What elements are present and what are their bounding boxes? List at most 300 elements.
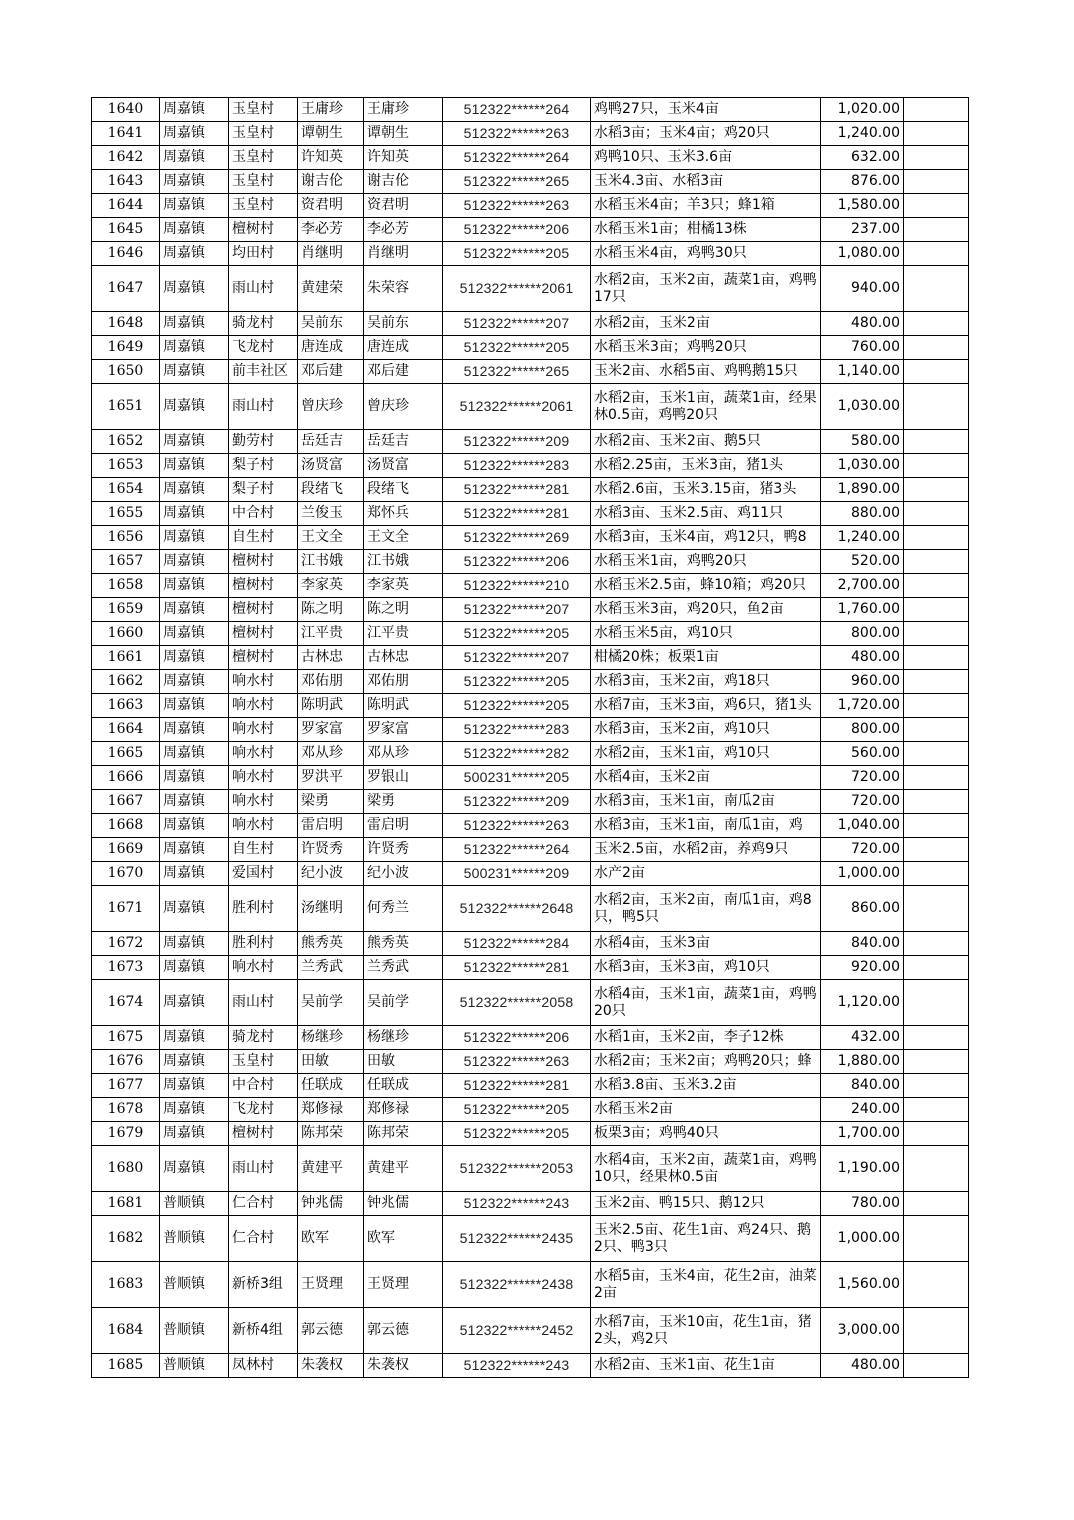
town-cell: 周嘉镇 <box>160 598 229 622</box>
village-cell: 勤劳村 <box>229 430 298 454</box>
id-number-cell: 512322******281 <box>443 956 591 980</box>
applicant-name-cell: 江书娥 <box>298 550 364 574</box>
description-cell: 水稻3.8亩、玉米3.2亩 <box>591 1074 821 1098</box>
row-number: 1667 <box>92 790 160 814</box>
description-cell: 水稻7亩，玉米3亩，鸡6只，猪1头 <box>591 694 821 718</box>
payee-name-cell: 欧军 <box>364 1216 443 1262</box>
empty-cell <box>904 218 969 242</box>
row-number: 1661 <box>92 646 160 670</box>
empty-cell <box>904 886 969 932</box>
id-number-cell: 512322******207 <box>443 598 591 622</box>
payee-name-cell: 李必芳 <box>364 218 443 242</box>
row-number: 1645 <box>92 218 160 242</box>
village-cell: 响水村 <box>229 814 298 838</box>
table-row <box>92 814 969 838</box>
village-cell: 自生村 <box>229 526 298 550</box>
village-cell: 飞龙村 <box>229 336 298 360</box>
description-cell: 水稻3亩，玉米1亩，南瓜2亩 <box>591 790 821 814</box>
description-cell: 水稻2亩；玉米2亩；鸡鸭20只；蜂 <box>591 1050 821 1074</box>
description-cell: 水稻2亩、玉米2亩、鹅5只 <box>591 430 821 454</box>
empty-cell <box>904 1122 969 1146</box>
town-cell: 周嘉镇 <box>160 980 229 1026</box>
table-row <box>92 932 969 956</box>
description-cell: 水稻玉米2亩 <box>591 1098 821 1122</box>
village-cell: 自生村 <box>229 838 298 862</box>
town-cell: 周嘉镇 <box>160 550 229 574</box>
amount-cell: 1,080.00 <box>821 242 904 266</box>
applicant-name-cell: 杨继珍 <box>298 1026 364 1050</box>
payee-name-cell: 钟兆儒 <box>364 1192 443 1216</box>
applicant-name-cell: 汤贤富 <box>298 454 364 478</box>
table-row <box>92 838 969 862</box>
applicant-name-cell: 罗洪平 <box>298 766 364 790</box>
amount-cell: 240.00 <box>821 1098 904 1122</box>
description-cell: 水稻2亩，玉米1亩，蔬菜1亩，经果林0.5亩，鸡鸭20只 <box>591 384 821 430</box>
row-number: 1666 <box>92 766 160 790</box>
town-cell: 周嘉镇 <box>160 694 229 718</box>
empty-cell <box>904 838 969 862</box>
amount-cell: 3,000.00 <box>821 1308 904 1354</box>
town-cell: 周嘉镇 <box>160 478 229 502</box>
empty-cell <box>904 574 969 598</box>
payee-name-cell: 古林忠 <box>364 646 443 670</box>
town-cell: 周嘉镇 <box>160 670 229 694</box>
table-row <box>92 550 969 574</box>
applicant-name-cell: 古林忠 <box>298 646 364 670</box>
empty-cell <box>904 1216 969 1262</box>
amount-cell: 1,580.00 <box>821 194 904 218</box>
id-number-cell: 512322******205 <box>443 670 591 694</box>
id-number-cell: 512322******283 <box>443 718 591 742</box>
village-cell: 玉皇村 <box>229 194 298 218</box>
amount-cell: 880.00 <box>821 502 904 526</box>
table-row <box>92 360 969 384</box>
row-number: 1679 <box>92 1122 160 1146</box>
id-number-cell: 512322******205 <box>443 622 591 646</box>
payee-name-cell: 邓后建 <box>364 360 443 384</box>
applicant-name-cell: 邓佑朋 <box>298 670 364 694</box>
table-row <box>92 242 969 266</box>
row-number: 1652 <box>92 430 160 454</box>
applicant-name-cell: 任联成 <box>298 1074 364 1098</box>
village-cell: 檀树村 <box>229 218 298 242</box>
id-number-cell: 512322******282 <box>443 742 591 766</box>
amount-cell: 1,030.00 <box>821 384 904 430</box>
id-number-cell: 512322******263 <box>443 122 591 146</box>
row-number: 1678 <box>92 1098 160 1122</box>
description-cell: 水稻3亩、玉米2.5亩、鸡11只 <box>591 502 821 526</box>
amount-cell: 1,040.00 <box>821 814 904 838</box>
town-cell: 周嘉镇 <box>160 170 229 194</box>
table-row <box>92 218 969 242</box>
description-cell: 柑橘20株；板栗1亩 <box>591 646 821 670</box>
id-number-cell: 512322******283 <box>443 454 591 478</box>
description-cell: 水稻3亩；玉米4亩；鸡20只 <box>591 122 821 146</box>
id-number-cell: 512322******206 <box>443 550 591 574</box>
empty-cell <box>904 766 969 790</box>
row-number: 1684 <box>92 1308 160 1354</box>
payee-name-cell: 岳廷吉 <box>364 430 443 454</box>
table-row <box>92 956 969 980</box>
empty-cell <box>904 694 969 718</box>
table-row <box>92 1192 969 1216</box>
empty-cell <box>904 384 969 430</box>
id-number-cell: 512322******209 <box>443 790 591 814</box>
applicant-name-cell: 熊秀英 <box>298 932 364 956</box>
empty-cell <box>904 622 969 646</box>
empty-cell <box>904 718 969 742</box>
village-cell: 响水村 <box>229 694 298 718</box>
row-number: 1663 <box>92 694 160 718</box>
village-cell: 凤林村 <box>229 1354 298 1378</box>
table-row <box>92 1026 969 1050</box>
payee-name-cell: 谭朝生 <box>364 122 443 146</box>
description-cell: 鸡鸭10只、玉米3.6亩 <box>591 146 821 170</box>
row-number: 1650 <box>92 360 160 384</box>
applicant-name-cell: 梁勇 <box>298 790 364 814</box>
table-row <box>92 1122 969 1146</box>
row-number: 1643 <box>92 170 160 194</box>
row-number: 1672 <box>92 932 160 956</box>
row-number: 1673 <box>92 956 160 980</box>
town-cell: 周嘉镇 <box>160 1026 229 1050</box>
id-number-cell: 500231******205 <box>443 766 591 790</box>
applicant-name-cell: 段绪飞 <box>298 478 364 502</box>
empty-cell <box>904 1050 969 1074</box>
empty-cell <box>904 312 969 336</box>
empty-cell <box>904 122 969 146</box>
village-cell: 檀树村 <box>229 622 298 646</box>
amount-cell: 580.00 <box>821 430 904 454</box>
row-number: 1659 <box>92 598 160 622</box>
description-cell: 水稻3亩，玉米2亩，鸡10只 <box>591 718 821 742</box>
village-cell: 新桥4组 <box>229 1308 298 1354</box>
payee-name-cell: 邓从珍 <box>364 742 443 766</box>
town-cell: 周嘉镇 <box>160 1122 229 1146</box>
amount-cell: 940.00 <box>821 266 904 312</box>
empty-cell <box>904 526 969 550</box>
town-cell: 周嘉镇 <box>160 1146 229 1192</box>
amount-cell: 2,700.00 <box>821 574 904 598</box>
payee-name-cell: 王贤理 <box>364 1262 443 1308</box>
empty-cell <box>904 430 969 454</box>
payee-name-cell: 吴前东 <box>364 312 443 336</box>
empty-cell <box>904 478 969 502</box>
village-cell: 响水村 <box>229 766 298 790</box>
town-cell: 周嘉镇 <box>160 862 229 886</box>
amount-cell: 520.00 <box>821 550 904 574</box>
row-number: 1644 <box>92 194 160 218</box>
row-number: 1654 <box>92 478 160 502</box>
description-cell: 水稻1亩，玉米2亩，李子12株 <box>591 1026 821 1050</box>
village-cell: 雨山村 <box>229 1146 298 1192</box>
row-number: 1646 <box>92 242 160 266</box>
row-number: 1669 <box>92 838 160 862</box>
row-number: 1657 <box>92 550 160 574</box>
town-cell: 周嘉镇 <box>160 360 229 384</box>
description-cell: 水稻玉米3亩，鸡20只，鱼2亩 <box>591 598 821 622</box>
id-number-cell: 512322******263 <box>443 1050 591 1074</box>
id-number-cell: 512322******2061 <box>443 384 591 430</box>
village-cell: 前丰社区 <box>229 360 298 384</box>
amount-cell: 840.00 <box>821 932 904 956</box>
id-number-cell: 512322******206 <box>443 1026 591 1050</box>
table-row <box>92 1354 969 1378</box>
id-number-cell: 512322******264 <box>443 98 591 122</box>
table-row <box>92 622 969 646</box>
town-cell: 普顺镇 <box>160 1192 229 1216</box>
description-cell: 水稻4亩，玉米1亩，蔬菜1亩，鸡鸭20只 <box>591 980 821 1026</box>
payee-name-cell: 李家英 <box>364 574 443 598</box>
payee-name-cell: 陈之明 <box>364 598 443 622</box>
amount-cell: 1,140.00 <box>821 360 904 384</box>
amount-cell: 760.00 <box>821 336 904 360</box>
village-cell: 檀树村 <box>229 598 298 622</box>
payee-name-cell: 罗银山 <box>364 766 443 790</box>
village-cell: 檀树村 <box>229 574 298 598</box>
empty-cell <box>904 670 969 694</box>
table-row <box>92 122 969 146</box>
row-number: 1655 <box>92 502 160 526</box>
applicant-name-cell: 吴前东 <box>298 312 364 336</box>
description-cell: 水稻2.6亩，玉米3.15亩，猪3头 <box>591 478 821 502</box>
applicant-name-cell: 钟兆儒 <box>298 1192 364 1216</box>
applicant-name-cell: 陈邦荣 <box>298 1122 364 1146</box>
row-number: 1670 <box>92 862 160 886</box>
amount-cell: 840.00 <box>821 1074 904 1098</box>
applicant-name-cell: 兰秀武 <box>298 956 364 980</box>
village-cell: 梨子村 <box>229 454 298 478</box>
town-cell: 周嘉镇 <box>160 932 229 956</box>
village-cell: 梨子村 <box>229 478 298 502</box>
town-cell: 普顺镇 <box>160 1308 229 1354</box>
id-number-cell: 512322******205 <box>443 1098 591 1122</box>
payee-name-cell: 汤贤富 <box>364 454 443 478</box>
description-cell: 玉米2亩、水稻5亩、鸡鸭鹅15只 <box>591 360 821 384</box>
id-number-cell: 512322******2648 <box>443 886 591 932</box>
amount-cell: 780.00 <box>821 1192 904 1216</box>
table-body <box>92 98 969 1378</box>
id-number-cell: 512322******206 <box>443 218 591 242</box>
table-row <box>92 454 969 478</box>
applicant-name-cell: 邓从珍 <box>298 742 364 766</box>
payee-name-cell: 吴前学 <box>364 980 443 1026</box>
table-row <box>92 980 969 1026</box>
amount-cell: 960.00 <box>821 670 904 694</box>
description-cell: 水稻4亩，玉米2亩，蔬菜1亩，鸡鸭10只，经果林0.5亩 <box>591 1146 821 1192</box>
table-row <box>92 646 969 670</box>
empty-cell <box>904 932 969 956</box>
description-cell: 水稻2.25亩，玉米3亩，猪1头 <box>591 454 821 478</box>
amount-cell: 1,190.00 <box>821 1146 904 1192</box>
table-row <box>92 718 969 742</box>
payee-name-cell: 兰秀武 <box>364 956 443 980</box>
row-number: 1665 <box>92 742 160 766</box>
village-cell: 玉皇村 <box>229 1050 298 1074</box>
empty-cell <box>904 814 969 838</box>
id-number-cell: 512322******264 <box>443 146 591 170</box>
table-row <box>92 502 969 526</box>
id-number-cell: 512322******2053 <box>443 1146 591 1192</box>
amount-cell: 432.00 <box>821 1026 904 1050</box>
town-cell: 周嘉镇 <box>160 194 229 218</box>
description-cell: 水稻3亩，玉米3亩，鸡10只 <box>591 956 821 980</box>
empty-cell <box>904 502 969 526</box>
village-cell: 响水村 <box>229 956 298 980</box>
description-cell: 水稻3亩，玉米2亩，鸡18只 <box>591 670 821 694</box>
table-row <box>92 574 969 598</box>
description-cell: 板栗3亩；鸡鸭40只 <box>591 1122 821 1146</box>
payee-name-cell: 田敏 <box>364 1050 443 1074</box>
town-cell: 周嘉镇 <box>160 454 229 478</box>
table-row <box>92 886 969 932</box>
id-number-cell: 512322******264 <box>443 838 591 862</box>
town-cell: 周嘉镇 <box>160 1074 229 1098</box>
id-number-cell: 512322******205 <box>443 336 591 360</box>
amount-cell: 480.00 <box>821 646 904 670</box>
village-cell: 响水村 <box>229 742 298 766</box>
description-cell: 水产2亩 <box>591 862 821 886</box>
description-cell: 水稻玉米5亩，鸡10只 <box>591 622 821 646</box>
payee-name-cell: 杨继珍 <box>364 1026 443 1050</box>
applicant-name-cell: 曾庆珍 <box>298 384 364 430</box>
table-row <box>92 384 969 430</box>
applicant-name-cell: 邓后建 <box>298 360 364 384</box>
applicant-name-cell: 资君明 <box>298 194 364 218</box>
table-row <box>92 1074 969 1098</box>
id-number-cell: 512322******205 <box>443 694 591 718</box>
payee-name-cell: 江平贵 <box>364 622 443 646</box>
village-cell: 玉皇村 <box>229 146 298 170</box>
village-cell: 爱国村 <box>229 862 298 886</box>
description-cell: 水稻5亩，玉米4亩，花生2亩，油菜2亩 <box>591 1262 821 1308</box>
empty-cell <box>904 1026 969 1050</box>
empty-cell <box>904 194 969 218</box>
payee-name-cell: 邓佑朋 <box>364 670 443 694</box>
description-cell: 鸡鸭27只，玉米4亩 <box>591 98 821 122</box>
town-cell: 周嘉镇 <box>160 814 229 838</box>
town-cell: 周嘉镇 <box>160 312 229 336</box>
description-cell: 玉米4.3亩、水稻3亩 <box>591 170 821 194</box>
description-cell: 水稻玉米2.5亩，蜂10箱；鸡20只 <box>591 574 821 598</box>
applicant-name-cell: 许知英 <box>298 146 364 170</box>
table-row <box>92 1216 969 1262</box>
description-cell: 玉米2亩、鸭15只、鹅12只 <box>591 1192 821 1216</box>
row-number: 1658 <box>92 574 160 598</box>
amount-cell: 720.00 <box>821 790 904 814</box>
empty-cell <box>904 266 969 312</box>
description-cell: 水稻2亩，玉米1亩，鸡10只 <box>591 742 821 766</box>
amount-cell: 1,030.00 <box>821 454 904 478</box>
payee-name-cell: 段绪飞 <box>364 478 443 502</box>
table-row <box>92 1146 969 1192</box>
payee-name-cell: 唐连成 <box>364 336 443 360</box>
id-number-cell: 512322******281 <box>443 1074 591 1098</box>
applicant-name-cell: 谢吉伦 <box>298 170 364 194</box>
table-row <box>92 670 969 694</box>
village-cell: 檀树村 <box>229 1122 298 1146</box>
applicant-name-cell: 唐连成 <box>298 336 364 360</box>
village-cell: 雨山村 <box>229 266 298 312</box>
amount-cell: 560.00 <box>821 742 904 766</box>
town-cell: 周嘉镇 <box>160 384 229 430</box>
applicant-name-cell: 李必芳 <box>298 218 364 242</box>
row-number: 1682 <box>92 1216 160 1262</box>
description-cell: 水稻3亩，玉米1亩，南瓜1亩，鸡 <box>591 814 821 838</box>
description-cell: 水稻2亩，玉米2亩，蔬菜1亩，鸡鸭17只 <box>591 266 821 312</box>
row-number: 1683 <box>92 1262 160 1308</box>
applicant-name-cell: 王庸珍 <box>298 98 364 122</box>
village-cell: 玉皇村 <box>229 122 298 146</box>
village-cell: 檀树村 <box>229 646 298 670</box>
description-cell: 水稻玉米3亩；鸡鸭20只 <box>591 336 821 360</box>
id-number-cell: 512322******2061 <box>443 266 591 312</box>
amount-cell: 1,890.00 <box>821 478 904 502</box>
applicant-name-cell: 陈明武 <box>298 694 364 718</box>
village-cell: 胜利村 <box>229 932 298 956</box>
id-number-cell: 512322******263 <box>443 814 591 838</box>
payee-name-cell: 黄建平 <box>364 1146 443 1192</box>
payee-name-cell: 罗家富 <box>364 718 443 742</box>
village-cell: 檀树村 <box>229 550 298 574</box>
applicant-name-cell: 许贤秀 <box>298 838 364 862</box>
id-number-cell: 512322******243 <box>443 1354 591 1378</box>
applicant-name-cell: 罗家富 <box>298 718 364 742</box>
town-cell: 周嘉镇 <box>160 430 229 454</box>
village-cell: 响水村 <box>229 670 298 694</box>
row-number: 1649 <box>92 336 160 360</box>
town-cell: 周嘉镇 <box>160 1098 229 1122</box>
empty-cell <box>904 956 969 980</box>
amount-cell: 1,000.00 <box>821 1216 904 1262</box>
empty-cell <box>904 862 969 886</box>
table-row <box>92 336 969 360</box>
amount-cell: 720.00 <box>821 766 904 790</box>
town-cell: 周嘉镇 <box>160 742 229 766</box>
town-cell: 周嘉镇 <box>160 956 229 980</box>
village-cell: 新桥3组 <box>229 1262 298 1308</box>
applicant-name-cell: 岳廷吉 <box>298 430 364 454</box>
applicant-name-cell: 李家英 <box>298 574 364 598</box>
empty-cell <box>904 598 969 622</box>
empty-cell <box>904 242 969 266</box>
row-number: 1676 <box>92 1050 160 1074</box>
applicant-name-cell: 朱袭权 <box>298 1354 364 1378</box>
village-cell: 均田村 <box>229 242 298 266</box>
id-number-cell: 512322******281 <box>443 502 591 526</box>
payee-name-cell: 曾庆珍 <box>364 384 443 430</box>
id-number-cell: 500231******209 <box>443 862 591 886</box>
id-number-cell: 512322******2438 <box>443 1262 591 1308</box>
applicant-name-cell: 雷启明 <box>298 814 364 838</box>
applicant-name-cell: 陈之明 <box>298 598 364 622</box>
id-number-cell: 512322******205 <box>443 1122 591 1146</box>
town-cell: 周嘉镇 <box>160 790 229 814</box>
id-number-cell: 512322******207 <box>443 312 591 336</box>
row-number: 1648 <box>92 312 160 336</box>
town-cell: 周嘉镇 <box>160 646 229 670</box>
town-cell: 周嘉镇 <box>160 502 229 526</box>
table-row <box>92 430 969 454</box>
applicant-name-cell: 谭朝生 <box>298 122 364 146</box>
table-row <box>92 742 969 766</box>
amount-cell: 800.00 <box>821 718 904 742</box>
applicant-name-cell: 兰俊玉 <box>298 502 364 526</box>
row-number: 1677 <box>92 1074 160 1098</box>
applicant-name-cell: 欧军 <box>298 1216 364 1262</box>
row-number: 1671 <box>92 886 160 932</box>
row-number: 1680 <box>92 1146 160 1192</box>
